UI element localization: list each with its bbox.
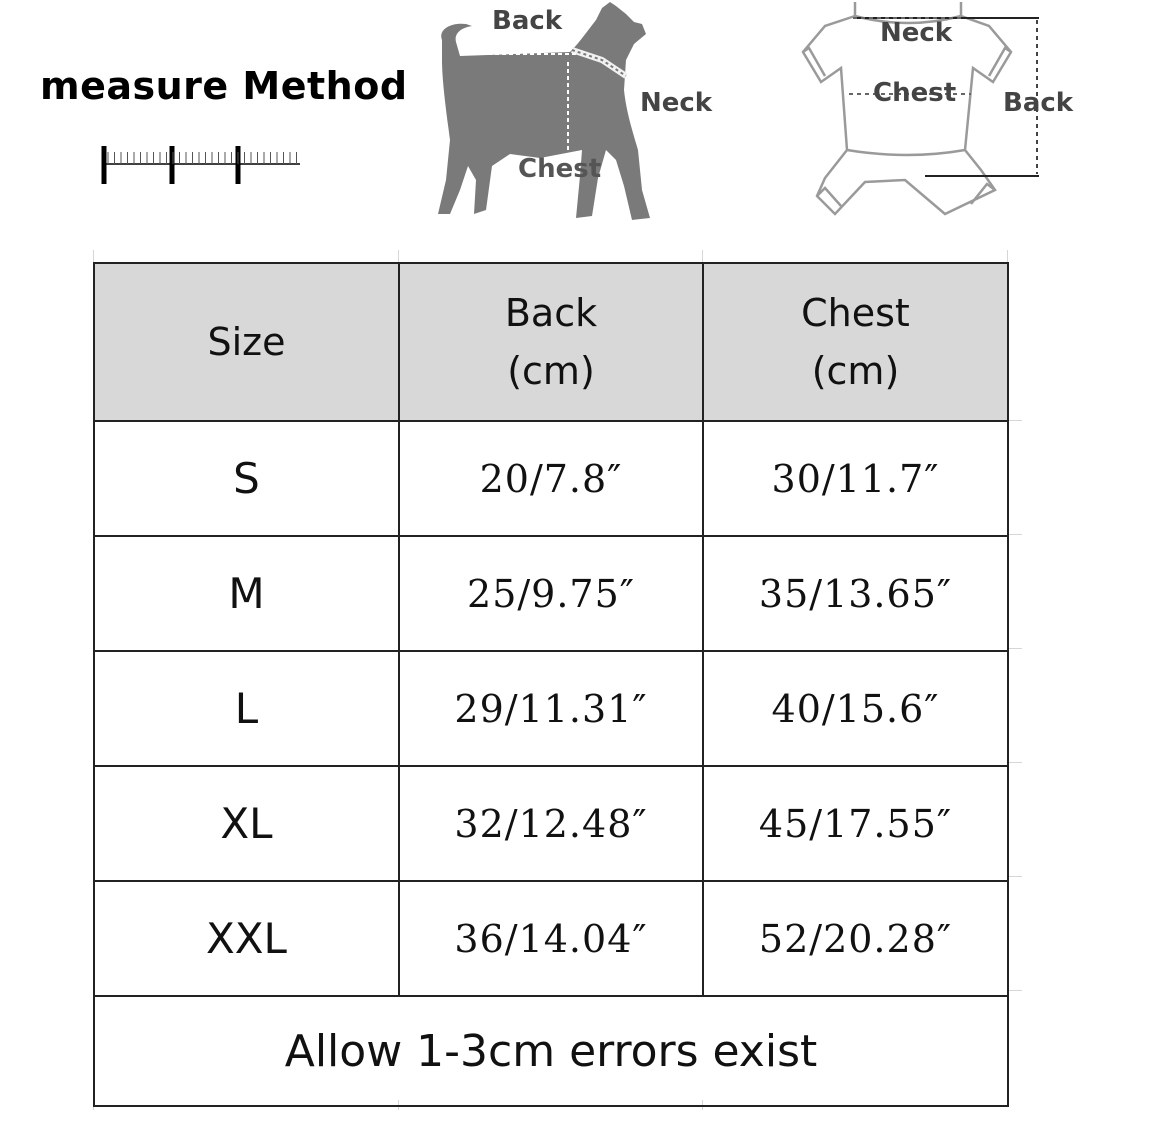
grid-line [93, 250, 94, 262]
back-cell: 32/12.48″ [399, 766, 703, 881]
back-cell: 25/9.75″ [399, 536, 703, 651]
grid-line [702, 250, 703, 262]
ruler-icon [100, 140, 310, 190]
back-cell: 29/11.31″ [399, 651, 703, 766]
shirt-back-label: Back [1003, 88, 1074, 118]
header-line: Size [207, 320, 286, 364]
size-cell: M [94, 536, 399, 651]
shirt-chest-label: Chest [873, 78, 957, 108]
chest-cell: 35/13.65″ [703, 536, 1008, 651]
header-line: Back [504, 291, 598, 335]
measure-header [0, 0, 1170, 240]
header-line: Chest [801, 291, 910, 335]
chest-cell: 30/11.7″ [703, 421, 1008, 536]
table-row [94, 766, 1008, 881]
chest-column-header [703, 263, 1008, 421]
grid-line [1007, 534, 1022, 535]
dog-measure-diagram [420, 0, 720, 225]
header-unit: (cm) [507, 349, 595, 393]
measure-method-title: measure Method [40, 64, 408, 108]
grid-line [1007, 990, 1022, 991]
table-row [94, 536, 1008, 651]
grid-line [398, 250, 399, 262]
chest-cell: 45/17.55″ [703, 766, 1008, 881]
chest-cell: 52/20.28″ [703, 881, 1008, 996]
size-column-header [94, 263, 399, 421]
table-row [94, 881, 1008, 996]
error-note: Allow 1-3cm errors exist [94, 996, 1008, 1106]
back-cell: 36/14.04″ [399, 881, 703, 996]
chest-cell: 40/15.6″ [703, 651, 1008, 766]
dog-neck-label: Neck [640, 88, 713, 118]
note-row [94, 996, 1008, 1106]
back-cell: 20/7.8″ [399, 421, 703, 536]
dog-back-label: Back [492, 6, 563, 36]
size-cell: XL [94, 766, 399, 881]
grid-line [1007, 876, 1022, 877]
shirt-measure-diagram [795, 0, 1085, 225]
dog-chest-label: Chest [518, 154, 602, 184]
size-cell: S [94, 421, 399, 536]
grid-line [1007, 420, 1022, 421]
shirt-neck-label: Neck [880, 18, 953, 48]
size-table [93, 262, 1009, 1107]
size-cell: L [94, 651, 399, 766]
table-row [94, 651, 1008, 766]
grid-line [1007, 250, 1008, 262]
size-chart [93, 262, 1007, 1100]
grid-line [1007, 762, 1022, 763]
back-column-header [399, 263, 703, 421]
table-row [94, 421, 1008, 536]
grid-line [1007, 648, 1022, 649]
header-unit: (cm) [811, 349, 900, 393]
table-header-row [94, 263, 1008, 421]
size-cell: XXL [94, 881, 399, 996]
